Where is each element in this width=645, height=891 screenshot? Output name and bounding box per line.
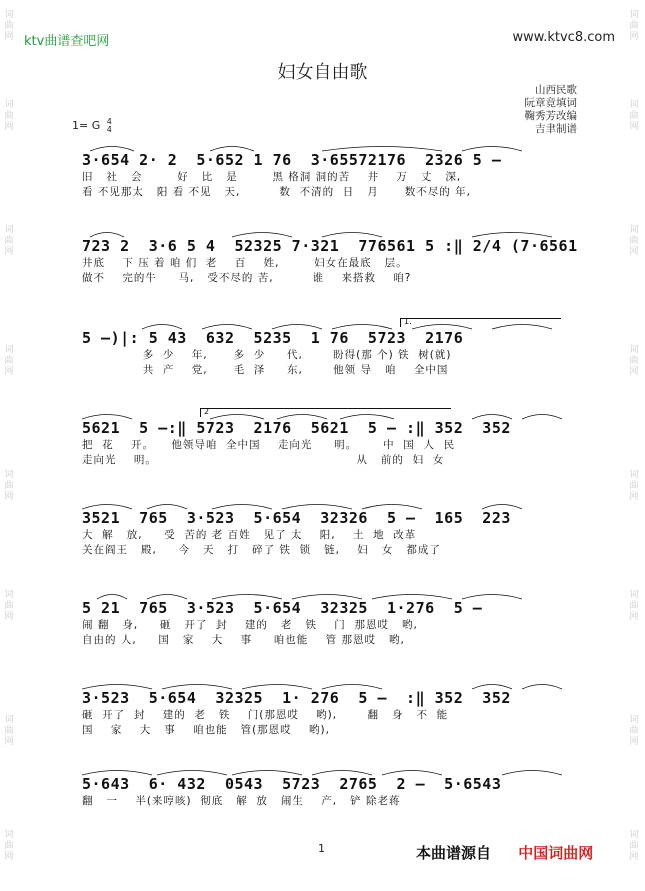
watermark-char: 曲 [4, 111, 14, 121]
watermark-char: 网 [4, 492, 14, 502]
notation-line: 5 —)|: 5 43 632 5235 1 76 5723 2176 [82, 329, 464, 347]
watermark-char: 曲 [629, 356, 639, 366]
watermark-char: 网 [4, 367, 14, 377]
lyric-line-1: 井底 下 压 着 咱 们 老 百 姓, 妇女在最底 层。 [82, 257, 408, 269]
watermark-char: 曲 [4, 841, 14, 851]
watermark-char: 曲 [4, 356, 14, 366]
lyric-line-2: 做不 完的牛 马, 受不尽的 苦, 谁 来搭救 咱? [82, 272, 412, 284]
watermark-char: 词 [4, 590, 14, 600]
watermark-char: 词 [4, 470, 14, 480]
watermark-char: 网 [629, 122, 639, 132]
watermark-text [4, 590, 14, 623]
song-credits [525, 84, 578, 136]
slur-marks [82, 410, 572, 420]
lyric-line-1: 砸 开了 封 建的 老 铁 门(那恩哎 哟), 翻 身 不 能 [82, 709, 449, 721]
volta-1: 1. [400, 318, 561, 327]
slur-marks [82, 320, 572, 330]
notation-line: 5·643 6· 432 0543 5723 2765 2 — 5·6543 [82, 775, 502, 793]
notation-line: 3·523 5·654 32325 1· 276 5 — :‖ 352 352 [82, 689, 511, 707]
watermark-char: 网 [4, 737, 14, 747]
lyric-line-2: 共 产 党, 毛 泽 东, 他领 导 咱 全中国 [82, 364, 449, 376]
credit-arranger: 鞠秀芳改编 [524, 110, 577, 122]
notation-line: 723 2 3·6 5 4 52325 7·321 776561 5 :‖ 2/4 (7·6561 [82, 237, 578, 255]
slur-marks [82, 766, 572, 776]
score-row-8 [82, 774, 572, 809]
watermark-char: 词 [629, 830, 639, 840]
source-site[interactable]: 中国词曲网 [518, 844, 594, 862]
watermark-char: 曲 [629, 601, 639, 611]
source-label: 本曲谱源自 [416, 844, 492, 862]
lyric-line-2: 自由的 人, 国 家 大 事 咱也能 管 那恩哎 哟, [82, 634, 405, 646]
time-top: 4 [106, 117, 112, 126]
slur-marks [82, 680, 572, 690]
watermark-text [4, 10, 14, 43]
watermark-char: 曲 [4, 21, 14, 31]
score-row-6 [82, 598, 572, 648]
watermark-char: 网 [4, 32, 14, 42]
watermark-text [4, 830, 14, 863]
watermark-char: 网 [629, 852, 639, 862]
watermark-char: 曲 [629, 726, 639, 736]
watermark-char: 网 [4, 247, 14, 257]
time-bottom: 4 [106, 125, 112, 134]
lyric-line-1: 把 花 开。 他领导咱 全中国 走向光 明。 中 国 人 民 [82, 439, 456, 451]
watermark-char: 词 [4, 10, 14, 20]
key-signature [72, 118, 112, 134]
watermark-char: 词 [629, 345, 639, 355]
watermark-char: 网 [4, 852, 14, 862]
watermark-text [629, 345, 639, 378]
notation-line: 3·654 2· 2 5·652 1 76 3·65572176 2326 5 — [82, 151, 502, 169]
watermark-char: 网 [629, 247, 639, 257]
watermark-text [4, 100, 14, 133]
watermark-char: 词 [4, 225, 14, 235]
score-row-3 [82, 317, 572, 378]
watermark-char: 词 [629, 100, 639, 110]
watermark-text [4, 345, 14, 378]
site-logo-text: ktv曲谱查吧网 [24, 34, 110, 49]
lyric-line-2: 国 家 大 事 咱也能 管(那恩哎 哟), [82, 724, 330, 736]
credit-lyricist: 阮章竟填词 [524, 97, 577, 109]
watermark-char: 网 [629, 32, 639, 42]
credit-origin: 山西民歌 [535, 84, 577, 96]
watermark-char: 词 [4, 100, 14, 110]
score-row-7 [82, 688, 572, 738]
watermark-text [629, 225, 639, 258]
watermark-char: 词 [629, 470, 639, 480]
watermark-text [629, 830, 639, 863]
key-label: 1= G [72, 119, 101, 132]
notation-line: 5621 5 —:‖ 5723 2176 5621 5 — :‖ 352 352 [82, 419, 511, 437]
watermark-char: 曲 [4, 726, 14, 736]
watermark-char: 网 [629, 492, 639, 502]
watermark-char: 曲 [629, 481, 639, 491]
score-row-2 [82, 236, 578, 286]
lyric-line-1: 多 少 年, 多 少 代, 盼得(那 个) 铁 树(就) [82, 349, 452, 361]
watermark-char: 词 [4, 715, 14, 725]
lyric-line-1: 翻 一 半(来哼咳) 彻底 解 放 闹生 产, 铲 除老蒋 [82, 795, 401, 807]
watermark-char: 网 [629, 367, 639, 377]
slur-marks [82, 228, 572, 238]
slur-marks [82, 142, 572, 152]
lyric-line-2: 看 不见那太 阳 看 不见 天, 数 不清的 日 月 数不尽的 年, [82, 186, 471, 198]
watermark-char: 曲 [629, 841, 639, 851]
watermark-text [629, 715, 639, 748]
watermark-text [629, 10, 639, 43]
lyric-line-1: 旧 社 会 好 比 是 黑 格洞 洞的苦 井 万 丈 深, [82, 171, 462, 183]
watermark-text [629, 100, 639, 133]
watermark-char: 词 [629, 225, 639, 235]
page-number: 1 [318, 842, 325, 855]
watermark-char: 曲 [629, 111, 639, 121]
watermark-char: 曲 [629, 21, 639, 31]
watermark-text [4, 715, 14, 748]
credit-transcriber: 吉聿制谱 [535, 123, 577, 135]
watermark-char: 曲 [4, 601, 14, 611]
watermark-char: 网 [4, 122, 14, 132]
watermark-char: 网 [629, 612, 639, 622]
watermark-char: 曲 [629, 236, 639, 246]
slur-marks [82, 590, 572, 600]
watermark-text [629, 590, 639, 623]
watermark-char: 词 [4, 345, 14, 355]
watermark-char: 网 [629, 737, 639, 747]
watermark-char: 词 [629, 715, 639, 725]
source-footer [416, 842, 593, 863]
notation-line: 3521 765 3·523 5·654 32326 5 — 165 223 [82, 509, 511, 527]
lyric-line-1: 大 解 放, 受 苦的 老 百姓 见了 太 阳, 土 地 改革 [82, 529, 417, 541]
score-row-5 [82, 508, 572, 558]
lyric-line-1: 闹 翻 身, 砸 开了 封 建的 老 铁 门 那恩哎 哟, [82, 619, 418, 631]
lyric-line-2: 关在阎王 殿, 今 天 打 碎了 铁 锁 链, 妇 女 都成了 [82, 544, 441, 556]
score-row-1 [82, 150, 572, 200]
score-row-4 [82, 407, 572, 468]
watermark-char: 词 [4, 830, 14, 840]
watermark-text [4, 225, 14, 258]
lyric-line-2: 走向光 明。 从 前的 妇 女 [82, 454, 445, 466]
song-title: 妇女自由歌 [277, 62, 368, 83]
time-signature [107, 118, 112, 134]
watermark-text [4, 470, 14, 503]
watermark-char: 网 [4, 612, 14, 622]
volta-2: 2 [200, 408, 451, 417]
watermark-char: 词 [629, 10, 639, 20]
watermark-char: 曲 [4, 236, 14, 246]
notation-line: 5 21 765 3·523 5·654 32325 1·276 5 — [82, 599, 483, 617]
slur-marks [82, 500, 572, 510]
site-url: www.ktvc8.com [512, 30, 615, 45]
watermark-char: 曲 [4, 481, 14, 491]
watermark-char: 词 [629, 590, 639, 600]
watermark-text [629, 470, 639, 503]
